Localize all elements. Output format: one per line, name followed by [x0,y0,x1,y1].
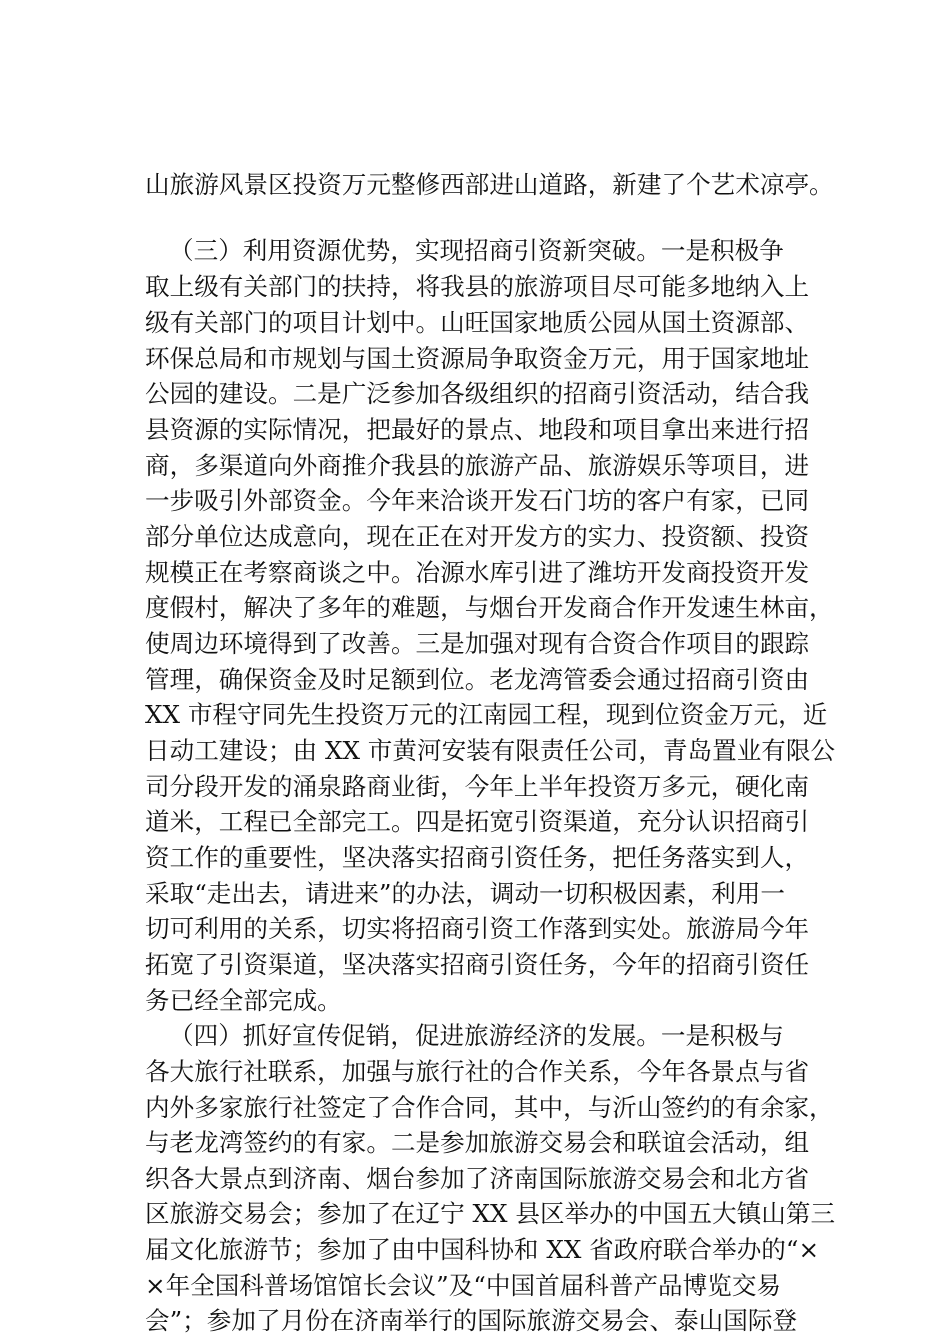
text-line-30: 届文化旅游节；参加了由中国科协和 XX 省政府联合举办的“× [145,1235,820,1264]
text-line-23: 务已经全部完成。 [145,986,342,1015]
text-line-27: 与老龙湾签约的有家。二是参加旅游交易会和联谊会活动，组 [145,1128,810,1157]
text-line-18: 道米，工程已全部完工。四是拓宽引资渠道，充分认识招商引 [145,807,810,836]
text-line-7: 县资源的实际情况，把最好的景点、地段和项目拿出来进行招 [145,415,810,444]
text-line-8: 商，多渠道向外商推介我县的旅游产品、旅游娱乐等项目，进 [145,451,810,480]
text-line-11: 规模正在考察商谈之中。冶源水库引进了潍坊开发商投资开发 [145,558,810,587]
text-line-6: 公园的建设。二是广泛参加各级组织的招商引资活动，结合我 [145,379,810,408]
text-line-5: 环保总局和市规划与国土资源局争取资金万元，用于国家地址 [145,344,810,373]
text-line-14: 管理，确保资金及时足额到位。老龙湾管委会通过招商引资由 [145,665,810,694]
text-line-24: （四）抓好宣传促销，促进旅游经济的发展。一是积极与 [169,1021,784,1050]
text-line-29: 区旅游交易会；参加了在辽宁 XX 县区举办的中国五大镇山第三 [145,1199,836,1228]
text-line-9: 一步吸引外部资金。今年来洽谈开发石门坊的客户有家，已同 [145,486,810,515]
text-line-13: 使周边环境得到了改善。三是加强对现有合资合作项目的跟踪 [145,629,810,658]
text-line-25: 各大旅行社联系，加强与旅行社的合作关系，今年各景点与省 [145,1057,810,1086]
text-line-31: ×年全国科普场馆馆长会议”及“中国首届科普产品博览交易 [145,1271,782,1300]
text-line-26: 内外多家旅行社签定了合作合同，其中，与沂山签约的有余家， [145,1093,834,1122]
text-line-17: 司分段开发的涌泉路商业街，今年上半年投资万多元，硬化南 [145,772,810,801]
text-line-12: 度假村，解决了多年的难题，与烟台开发商合作开发速生林亩， [145,593,834,622]
text-line-20: 采取“走出去，请进来”的办法，调动一切积极因素，利用一 [145,879,785,908]
text-line-22: 拓宽了引资渠道，坚决落实招商引资任务，今年的招商引资任 [145,950,810,979]
text-line-2: （三）利用资源优势，实现招商引资新突破。一是积极争 [169,236,784,265]
text-line-1: 山旅游风景区投资万元整修西部进山道路，新建了个艺术凉亭。 [145,170,834,199]
text-line-3: 取上级有关部门的扶持，将我县的旅游项目尽可能多地纳入上 [145,272,810,301]
text-line-4: 级有关部门的项目计划中。山旺国家地质公园从国土资源部、 [145,308,810,337]
text-line-10: 部分单位达成意向，现在正在对开发方的实力、投资额、投资 [145,522,810,551]
text-line-19: 资工作的重要性，坚决落实招商引资任务，把任务落实到人， [145,843,810,872]
text-line-32: 会”；参加了月份在济南举行的国际旅游交易会、泰山国际登 [145,1306,798,1335]
text-line-16: 日动工建设；由 XX 市黄河安装有限责任公司，青岛置业有限公 [145,736,836,765]
text-line-28: 织各大景点到济南、烟台参加了济南国际旅游交易会和北方省 [145,1164,810,1193]
text-line-21: 切可利用的关系，切实将招商引资工作落到实处。旅游局今年 [145,914,810,943]
text-line-15: XX 市程守同先生投资万元的江南园工程，现到位资金万元，近 [145,700,828,729]
